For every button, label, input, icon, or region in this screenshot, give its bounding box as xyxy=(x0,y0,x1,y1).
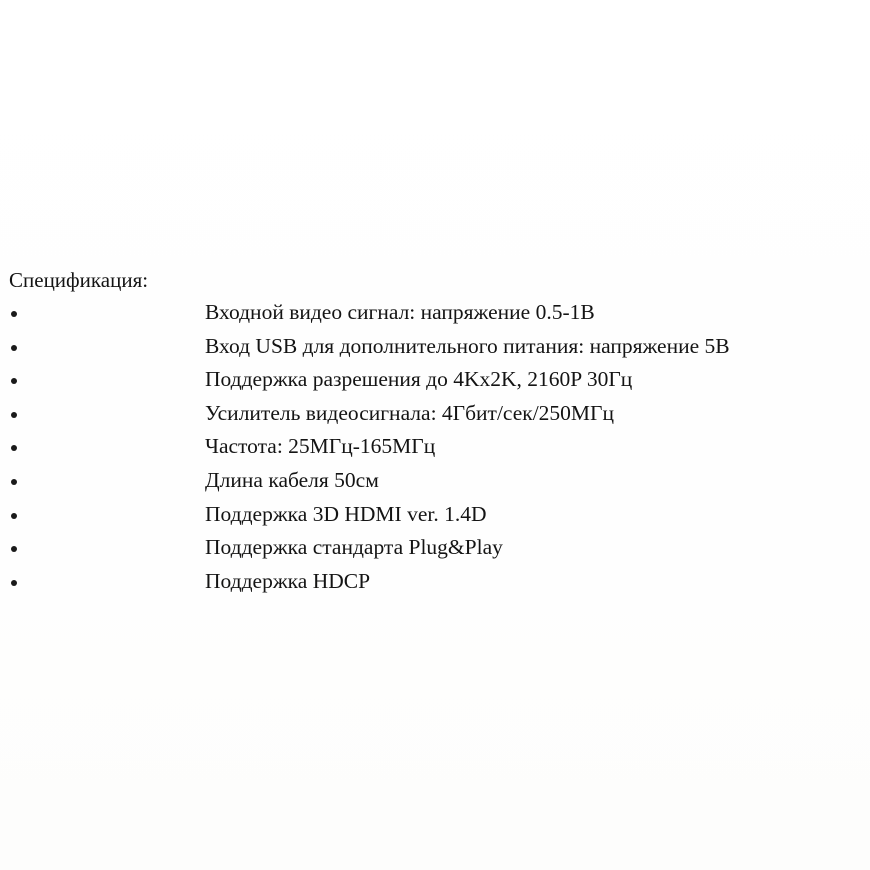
bullet-icon xyxy=(11,513,17,519)
list-item-text: Частота: 25МГц-165МГц xyxy=(205,434,436,459)
bullet-icon xyxy=(11,345,17,351)
list-item-text: Входной видео сигнал: напряжение 0.5-1В xyxy=(205,300,595,324)
list-item xyxy=(9,430,864,464)
list-item xyxy=(9,397,864,431)
list-item-text: Поддержка стандарта Plug&Play xyxy=(205,535,503,560)
list-item xyxy=(9,464,864,498)
specification-list xyxy=(9,296,864,598)
bullet-icon xyxy=(11,479,17,485)
list-item xyxy=(9,531,864,565)
bullet-icon xyxy=(11,546,17,552)
bullet-icon xyxy=(11,445,17,451)
bullet-icon xyxy=(11,580,17,586)
list-item-text: Длина кабеля 50см xyxy=(205,467,379,492)
list-item xyxy=(9,330,864,364)
list-item-text: Поддержка 3D HDMI ver. 1.4D xyxy=(205,501,487,526)
specification-heading: Спецификация: xyxy=(9,268,149,292)
list-item xyxy=(9,363,864,397)
specification-section xyxy=(9,264,864,598)
bullet-icon xyxy=(11,412,17,418)
list-item-text: Усилитель видеосигнала: 4Гбит/сек/250МГц xyxy=(205,400,614,425)
bullet-icon xyxy=(11,311,17,317)
list-item xyxy=(9,498,864,532)
list-item-text: Вход USB для дополнительного питания: напряжение 5В xyxy=(205,333,730,358)
bullet-icon xyxy=(11,378,17,384)
list-item-text: Поддержка HDCP xyxy=(205,568,371,593)
list-item xyxy=(9,296,864,330)
list-item-text: Поддержка разрешения до 4Kx2K, 2160P 30Гц xyxy=(205,367,633,392)
list-item xyxy=(9,565,864,599)
